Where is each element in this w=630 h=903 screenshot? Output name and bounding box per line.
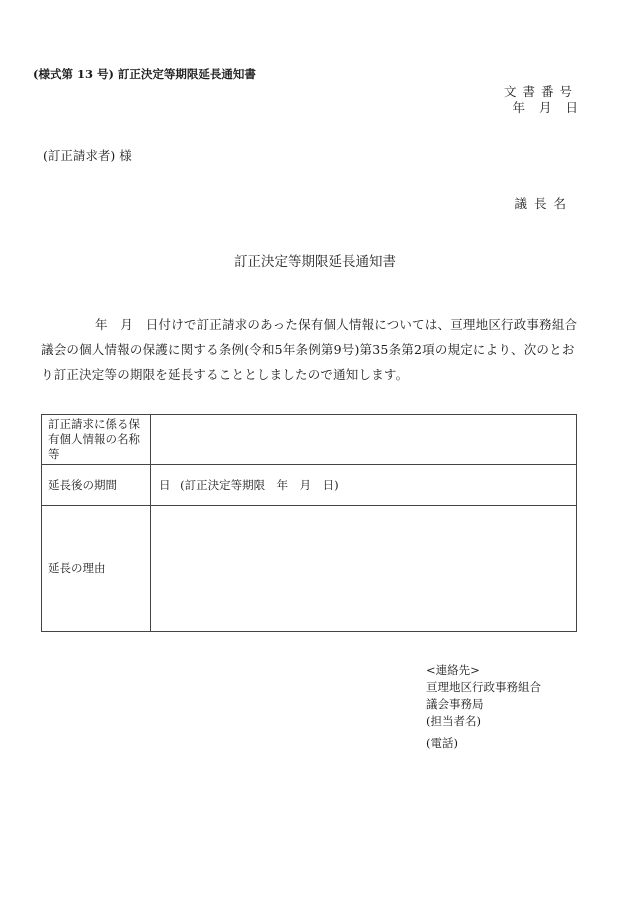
document-number: 文書番号: [503, 84, 578, 99]
table-row-extension-reason: [42, 506, 577, 632]
row-label: 延長後の期間: [42, 465, 151, 506]
row-value: [151, 415, 577, 465]
body-paragraph: 年 月 日付けで訂正請求のあった保有個人情報については、亘理地区行政事務組合議会の個人情報の保護に関する条例(令和5年条例第9号)第35条第2項の規定により、次のとおり訂正決定等の期限を延長することとしましたので通知します。: [41, 317, 578, 382]
addressee: (訂正請求者) 様: [43, 148, 132, 163]
table-row-info-name: [42, 415, 577, 465]
sender-name: 議長名: [514, 196, 573, 211]
contact-block: [426, 662, 541, 752]
contact-department: 議会事務局: [426, 697, 484, 711]
document-title: 訂正決定等期限延長通知書: [234, 254, 396, 270]
table-row-extended-period: [42, 465, 577, 506]
document-date: 年 月 日: [512, 100, 578, 115]
contact-heading: <連絡先>: [426, 663, 480, 677]
form-label: (様式第 13 号) 訂正決定等期限延長通知書: [33, 67, 256, 81]
info-table: [41, 414, 577, 632]
contact-phone: (電話): [426, 736, 458, 750]
row-value: 日 (訂正決定等期限 年 月 日): [151, 465, 577, 506]
row-value: [151, 506, 577, 632]
contact-organization: 亘理地区行政事務組合: [426, 680, 541, 694]
row-label: 訂正請求に係る保有個人情報の名称等: [42, 415, 151, 465]
contact-person: (担当者名): [426, 714, 481, 728]
row-label: 延長の理由: [42, 506, 151, 632]
